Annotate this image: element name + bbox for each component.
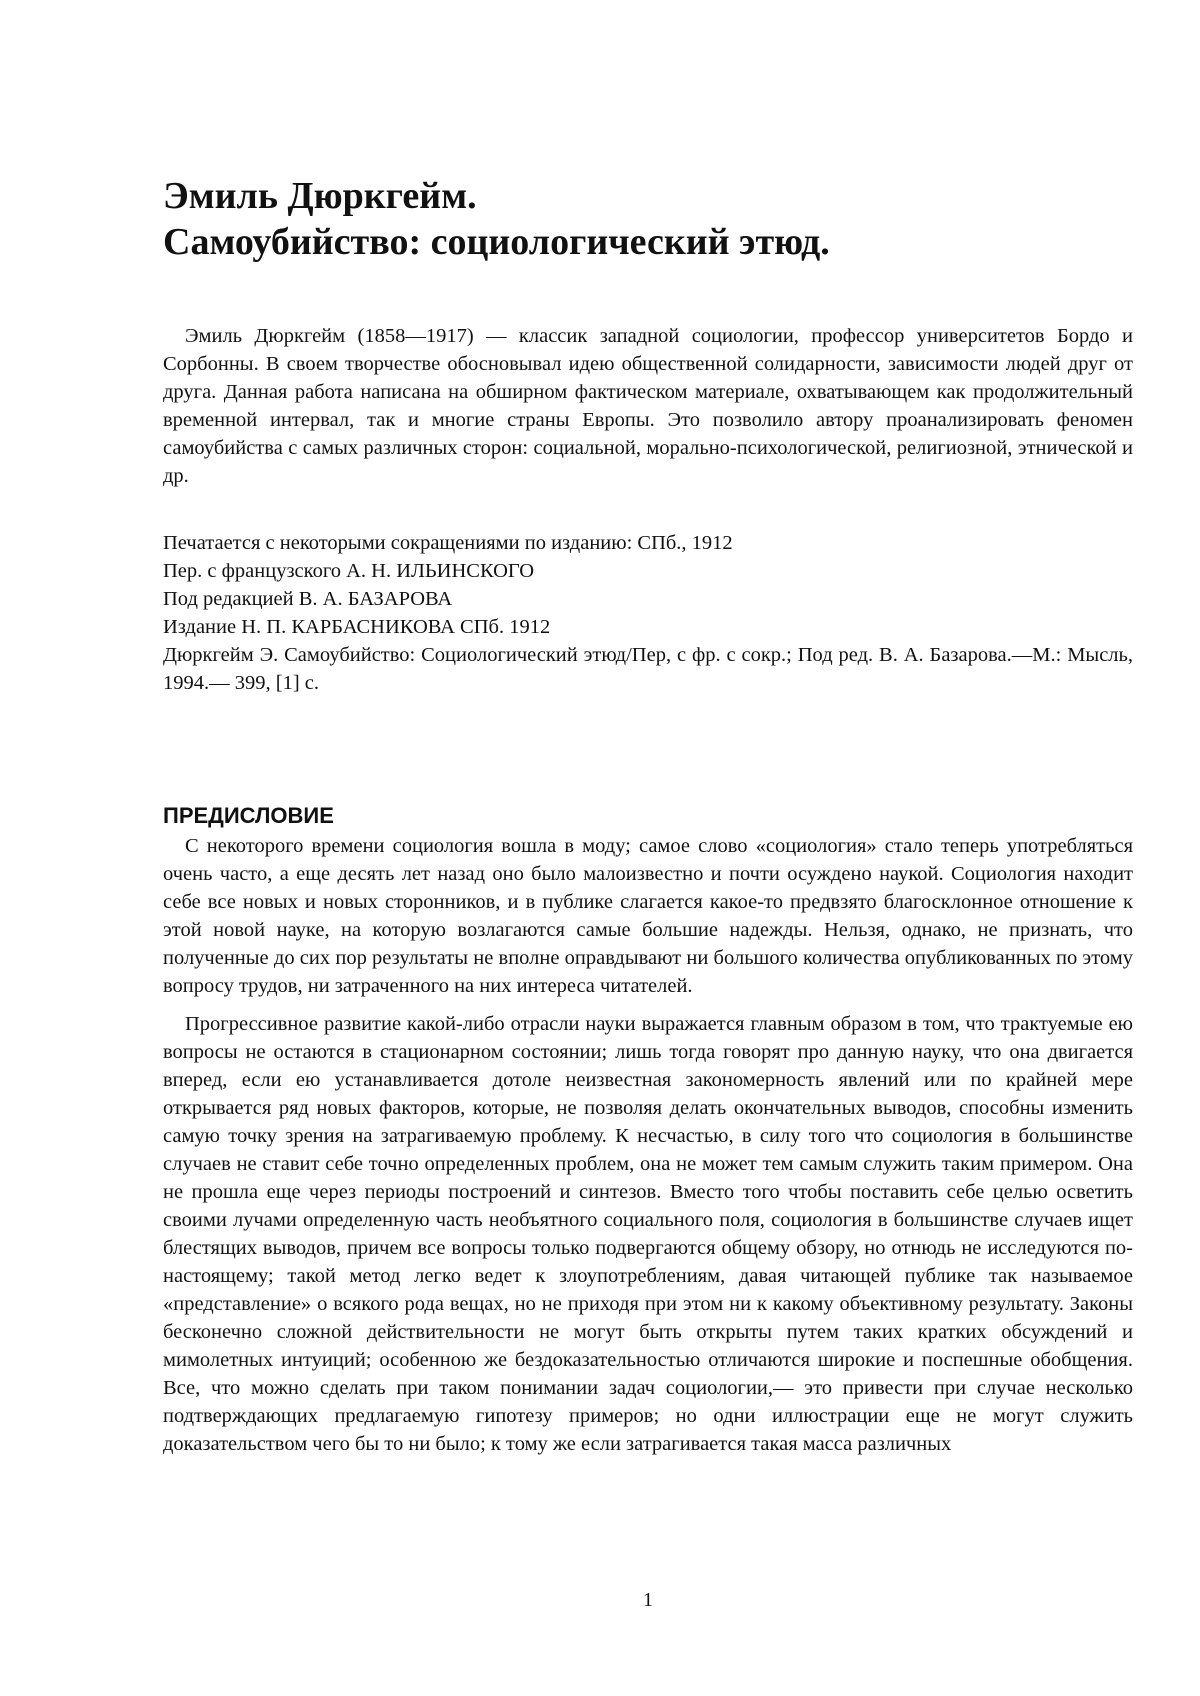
title-line-work: Самоубийство: социологический этюд. bbox=[163, 221, 830, 263]
intro-paragraph: Эмиль Дюркгейм (1858—1917) — классик западной социологии, профессор университетов Бордо и Сорбонны. В своем творчестве обосновывал идею общественной солидарности, зависимости людей друг от друга. Данная работа написана на обширном фактическом материале, охватывающем как продолжительный временной интервал, так и многие страны Европы. Это позволило автору проанализировать феномен самоубийства с самых различных сторон: социальной, морально-психологической, религиозной, этнической и др. bbox=[163, 325, 1133, 487]
pub-info-line: Издание Н. П. КАРБАСНИКОВА СПб. 1912 bbox=[163, 616, 551, 638]
section-heading: ПРЕДИСЛОВИЕ bbox=[163, 803, 334, 828]
document-page bbox=[163, 0, 1133, 1696]
document-title bbox=[163, 173, 1133, 265]
pub-info-line: Под редакцией В. А. БАЗАРОВА bbox=[163, 588, 453, 610]
pub-info-citation: Дюркгейм Э. Самоубийство: Социологический этюд/Пер, с фр. с сокр.; Под ред. В. А. Базарова.—М.: Мысль, 1994.— 399, [1] с. bbox=[163, 644, 1133, 694]
publication-info bbox=[163, 529, 1133, 697]
preface-paragraph: С некоторого времени социология вошла в моду; самое слово «социология» стало теперь употребляться очень часто, а еще десять лет назад оно было малоизвестно и почти осуждено наукой. Социология находит себе все новых и новых сторонников, и в публике слагается какое-то предвзято благосклонное отношение к этой новой науке, на которую возлагаются самые большие надежды. Нельзя, однако, не признать, что полученные до сих пор результаты не вполне оправдывают ни большого количества опубликованных по этому вопросу трудов, ни затраченного на них интереса читателей. bbox=[163, 835, 1133, 997]
preface-paragraph: Прогрессивное развитие какой-либо отрасли науки выражается главным образом в том, что трактуемые ею вопросы не остаются в стационарном состоянии; лишь тогда говорят про данную науку, что она двигается вперед, если ею устанавливается дотоле неизвестная закономерность явлений или по крайней мере открывается ряд новых факторов, которые, не позволяя делать окончательных выводов, способны изменить самую точку зрения на затрагиваемую проблему. К несчастью, в силу того что социология в большинстве случаев не ставит себе точно определенных проблем, она не может тем самым служить таким примером. Она не прошла еще через периоды построений и синтезов. Вместо того чтобы поставить себе целью осветить своими лучами определенную часть необъятного социального поля, социология в большинстве случаев ищет блестящих выводов, причем все вопросы только подвергаются общему обзору, но отнюдь не исследуются по-настоящему; такой метод легко ведет к злоупотреблениям, давая читающей публике так называемое «представление» о всякого рода вещах, но не приходя при этом ни к какому объективному результату. Законы бесконечно сложной действительности не могут быть открыты путем таких кратких обсуждений и мимолетных интуиций; особенною же бездоказательностью отличаются широкие и поспешные обобщения. Все, что можно сделать при таком понимании задач социологии,— это привести при случае несколько подтверждающих предлагаемую гипотезу примеров; но одни иллюстрации еще не могут служить доказательством чего бы то ни было; к тому же если затрагивается такая масса различных bbox=[163, 1013, 1133, 1455]
title-line-author: Эмиль Дюркгейм. bbox=[163, 175, 477, 217]
pub-info-line: Пер. с французского А. Н. ИЛЬИНСКОГО bbox=[163, 560, 535, 582]
page-number: 1 bbox=[643, 1589, 653, 1611]
preface-body bbox=[163, 832, 1133, 1458]
pub-info-line: Печатается с некоторыми сокращениями по изданию: СПб., 1912 bbox=[163, 532, 733, 554]
